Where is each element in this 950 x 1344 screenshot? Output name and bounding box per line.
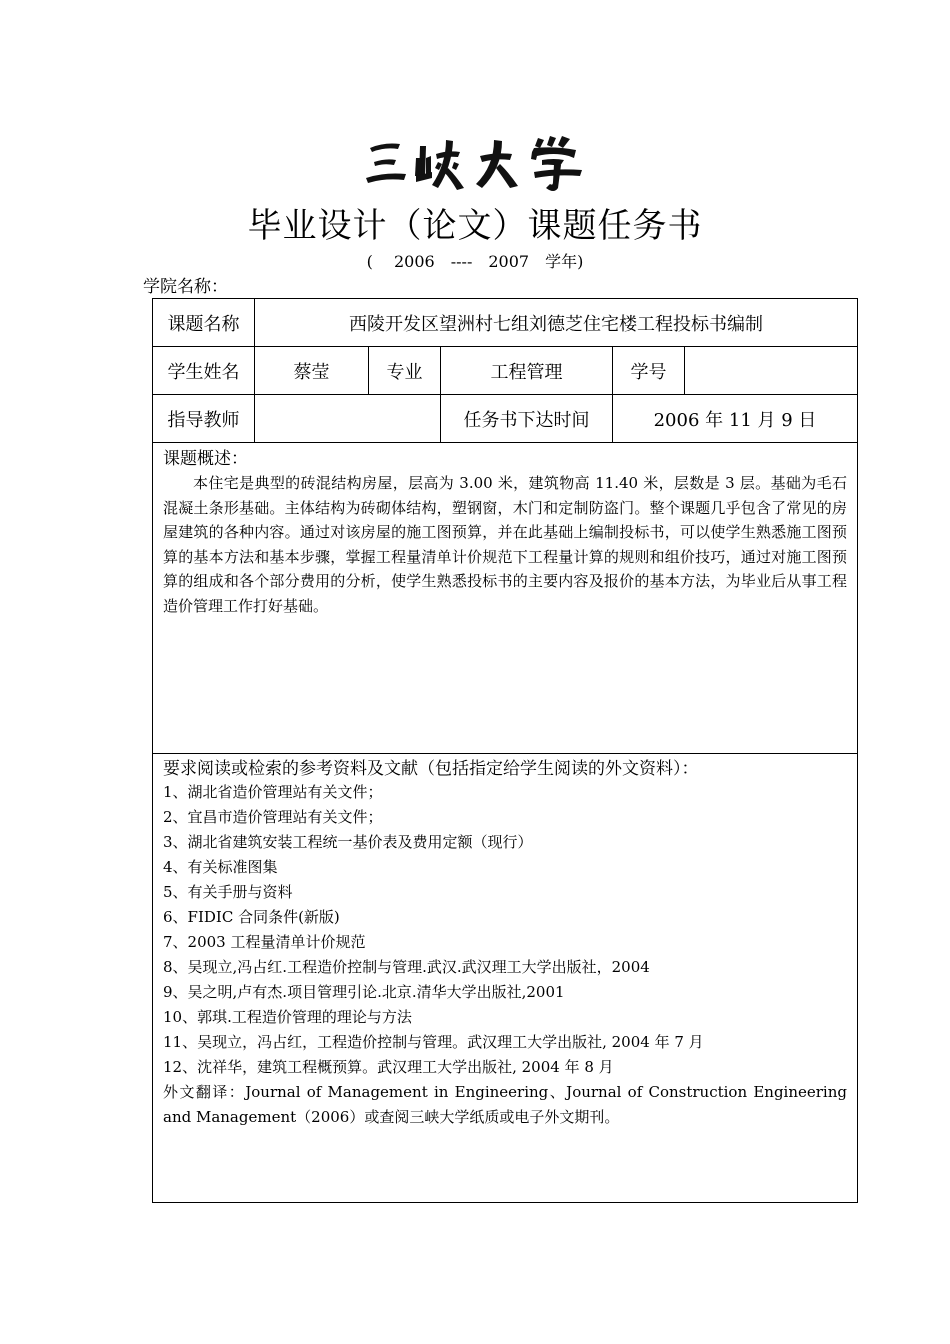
- reference-item: 3、湖北省建筑安装工程统一基价表及费用定额（现行）: [163, 833, 533, 851]
- foreign-literature-note: 外文翻译：Journal of Management in Engineering、Journal of Construction Engineering and Management（2006）或查阅三峡大学纸质或电子外文期刊。: [163, 1083, 847, 1126]
- topic-row: [153, 299, 858, 347]
- advisor-row: [153, 395, 858, 443]
- topic-value: 西陵开发区望洲村七组刘德芝住宅楼工程投标书编制: [255, 299, 858, 347]
- references-row: [153, 754, 858, 1203]
- document-title: 毕业设计（论文）课题任务书: [247, 206, 703, 246]
- reference-item: 2、宜昌市造价管理站有关文件；: [163, 808, 383, 826]
- issue-date-value: 2006 年 11 月 9 日: [613, 395, 858, 443]
- reference-item: 10、郭琪.工程造价管理的理论与方法: [163, 1008, 412, 1026]
- reference-item: 12、沈祥华，建筑工程概预算。武汉理工大学出版社, 2004 年 8 月: [163, 1058, 614, 1076]
- reference-item: 4、有关标准图集: [163, 858, 278, 876]
- references-cell: [153, 754, 858, 1203]
- advisor-label: 指导教师: [153, 395, 255, 443]
- reference-item: 1、湖北省造价管理站有关文件；: [163, 783, 383, 801]
- student-id-label: 学号: [613, 347, 685, 395]
- reference-item: 8、吴现立,冯占红.工程造价控制与管理.武汉.武汉理工大学出版社，2004: [163, 958, 650, 976]
- student-id-value: [685, 347, 858, 395]
- student-row: [153, 347, 858, 395]
- university-calligraphy-logo: [360, 132, 590, 194]
- student-name-label: 学生姓名: [153, 347, 255, 395]
- reference-item: 6、FIDIC 合同条件(新版): [163, 908, 340, 926]
- reference-item: 7、2003 工程量清单计价规范: [163, 933, 366, 951]
- overview-text: 本住宅是典型的砖混结构房屋，层高为 3.00 米，建筑物高 11.40 米，层数是 3 层。基础为毛石混凝土条形基础。主体结构为砖砌体结构，塑钢窗，木门和定制防盗门。整个课题几乎包含了常见的房屋建筑的各种内容。通过对该房屋的施工图预算，并在此基础上编制投标书，可以使学生熟悉施工图预算的基本方法和基本步骤，掌握工程量清单计价规范下工程量计算的规则和组价技巧，通过对施工图预算的组成和各个部分费用的分析，使学生熟悉投标书的主要内容及报价的基本方法，为毕业后从事工程造价管理工作打好基础。: [163, 474, 847, 615]
- overview-label: 课题概述：: [163, 449, 248, 469]
- academic-year: ( 2006 ---- 2007 学年): [366, 252, 584, 271]
- overview-row: [153, 443, 858, 754]
- reference-item: 5、有关手册与资料: [163, 883, 293, 901]
- major-label: 专业: [369, 347, 441, 395]
- reference-item: 11、吴现立，冯占红，工程造价控制与管理。武汉理工大学出版社, 2004 年 7 月: [163, 1033, 704, 1051]
- topic-label: 课题名称: [153, 299, 255, 347]
- task-form-table: [152, 298, 858, 1203]
- advisor-value: [255, 395, 441, 443]
- issue-date-label: 任务书下达时间: [441, 395, 613, 443]
- overview-cell: [153, 443, 858, 754]
- student-name-value: 蔡莹: [255, 347, 369, 395]
- college-name-label: 学院名称：: [143, 277, 228, 297]
- reference-item: 9、吴之明,卢有杰.项目管理引论.北京.清华大学出版社,2001: [163, 983, 565, 1001]
- references-label: 要求阅读或检索的参考资料及文献（包括指定给学生阅读的外文资料）：: [163, 759, 699, 779]
- major-value: 工程管理: [441, 347, 613, 395]
- reference-list: [163, 780, 847, 1080]
